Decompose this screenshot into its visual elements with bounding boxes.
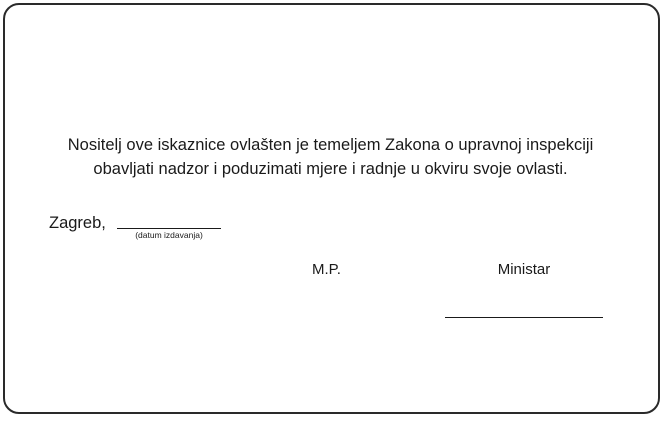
signatory-title: Ministar [497, 261, 551, 278]
statement-line-1: Nositelj ove iskaznice ovlašten je temeljem Zakona o upravnoj inspekciji [67, 136, 594, 154]
issue-date-line [117, 228, 221, 229]
id-card-back [3, 3, 660, 414]
statement-line-2: obavljati nadzor i poduzimati mjere i radnje u okviru svoje ovlasti. [93, 160, 568, 178]
authorization-statement [0, 133, 661, 181]
issue-place: Zagreb, [49, 214, 106, 232]
signature-line [445, 317, 603, 318]
seal-placeholder: M.P. [312, 261, 341, 278]
issue-date-caption: (datum izdavanja) [135, 230, 203, 240]
